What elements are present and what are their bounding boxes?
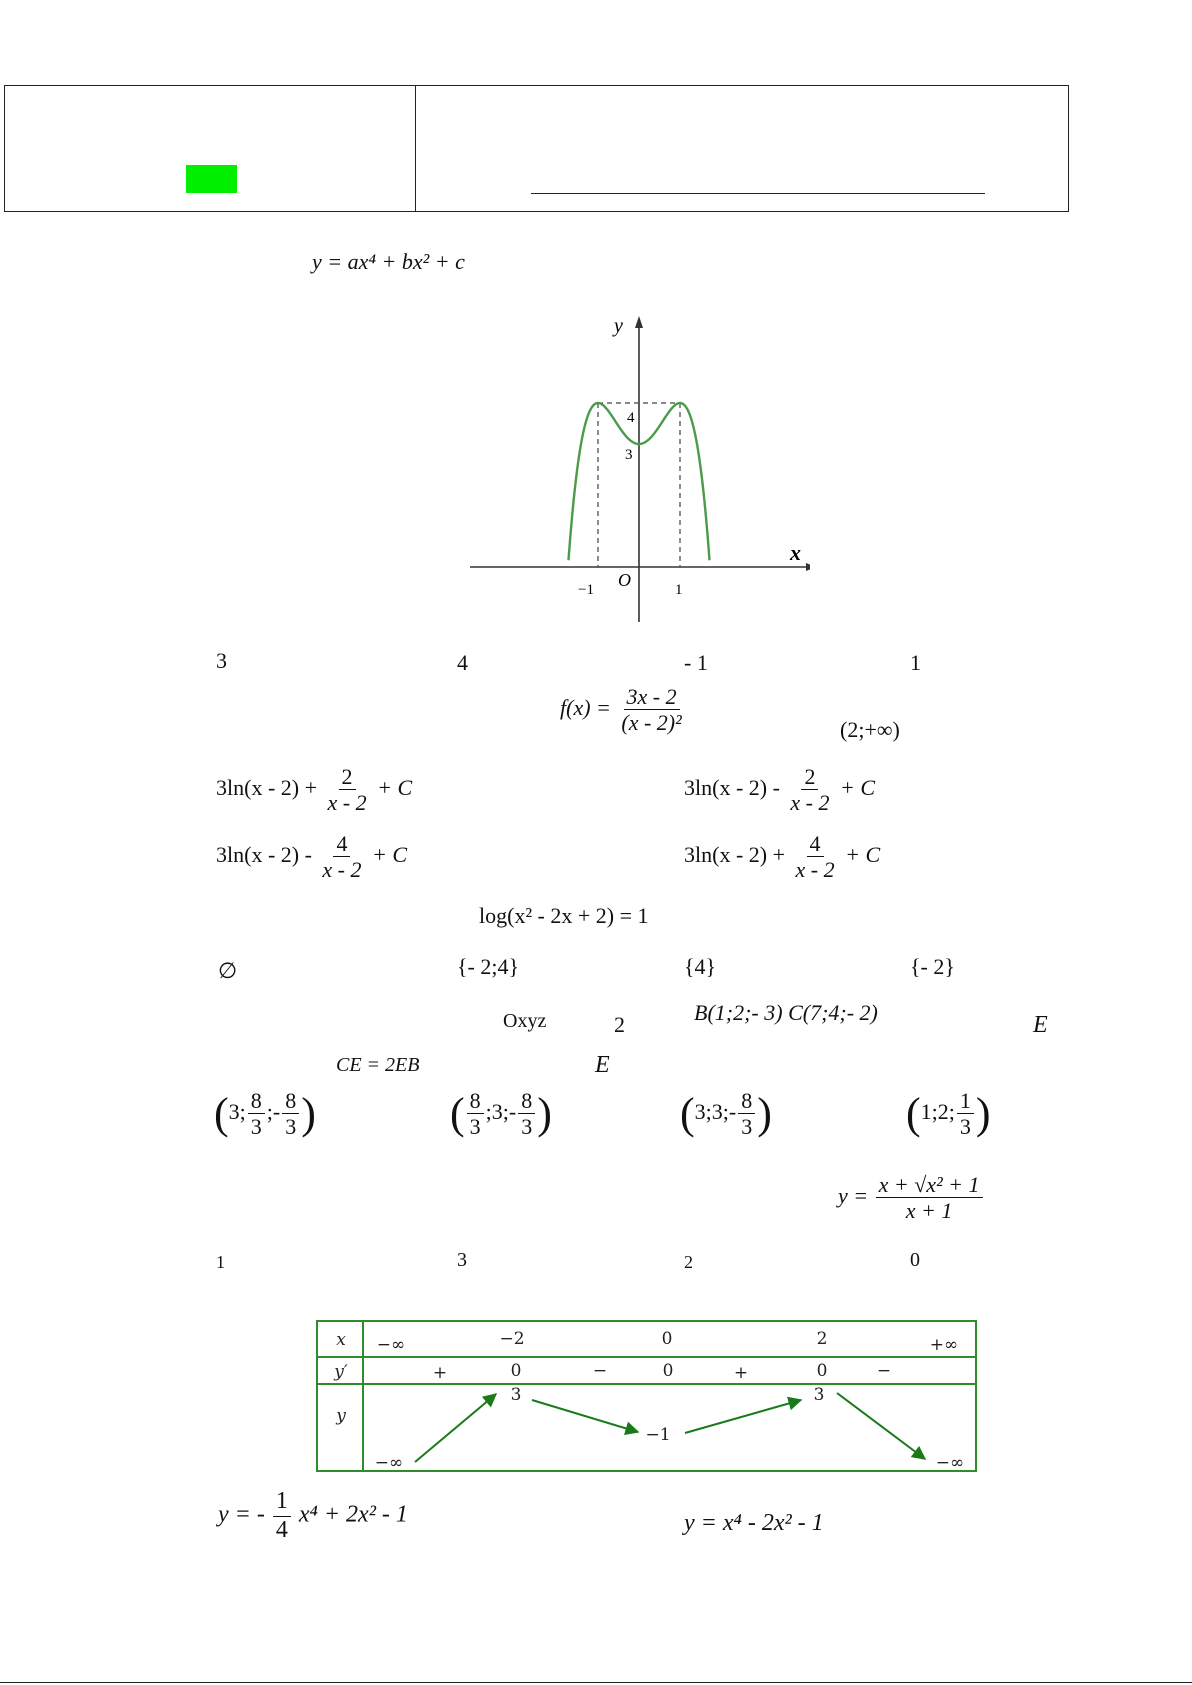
yp-val-1: 0 xyxy=(510,1361,522,1381)
q2-d-num: 4 xyxy=(807,831,824,857)
q5-function xyxy=(838,1172,985,1224)
q2-option-b xyxy=(684,764,875,816)
q2-a-den: x - 2 xyxy=(327,790,367,816)
q4-option-d: (1;2; $\frac{1}{3}$ ) xyxy=(906,1088,991,1140)
q4-e2: E xyxy=(595,1052,610,1078)
q3-option-d: {- 2} xyxy=(910,954,955,979)
header-divider xyxy=(415,86,416,211)
y-val-4: −∞ xyxy=(935,1453,965,1473)
q1-function: y = ax⁴ + bx² + c xyxy=(312,249,465,274)
q2-d-pre: 3ln(x - 2) + xyxy=(684,841,785,867)
yp-val-6: − xyxy=(876,1361,892,1381)
q2-fraction xyxy=(618,684,684,736)
q2-c-num: 4 xyxy=(333,831,350,857)
q2-d-den: x - 2 xyxy=(795,857,835,883)
q4-number: 2 xyxy=(614,1012,625,1037)
y-val-3: 3 xyxy=(813,1385,825,1405)
q1-option-c: - 1 xyxy=(684,650,708,675)
y-arrow xyxy=(635,316,643,328)
q2-b-num: 2 xyxy=(801,764,818,790)
q2-option-d xyxy=(684,831,880,883)
q3-option-c: {4} xyxy=(684,954,717,979)
q2-interval: (2;+∞) xyxy=(840,717,900,742)
y-val-2: −1 xyxy=(645,1425,671,1445)
q5-fraction xyxy=(876,1172,983,1224)
arrow-down-1 xyxy=(532,1400,638,1432)
q5-y: y = xyxy=(838,1182,869,1208)
q1-option-a: 3 xyxy=(216,648,227,673)
q5-num: x + √x² + 1 xyxy=(876,1172,983,1198)
table-border xyxy=(317,1321,976,1471)
tick-x-neg1: −1 xyxy=(578,582,594,598)
x-val-4: +∞ xyxy=(929,1335,959,1355)
q4-option-a: (3; $\frac{8}{3}$ ;- $\frac{8}{3}$ ) xyxy=(214,1088,316,1140)
x-val-2: 0 xyxy=(661,1329,673,1349)
q2-option-c xyxy=(216,831,407,883)
q4-e1: E xyxy=(1033,1012,1048,1038)
q6-option-a: y = - $\frac{1}{4}$ x⁴ + 2x² - 1 xyxy=(218,1488,408,1543)
yp-val-4: + xyxy=(733,1363,749,1383)
q4-space: Oxyz xyxy=(503,1010,547,1032)
page-bottom-rule xyxy=(0,1682,1192,1683)
q2-a-post: + C xyxy=(377,774,413,800)
q5-option-d: 0 xyxy=(910,1249,920,1271)
q6-variation-table xyxy=(316,1320,978,1473)
q6-option-b: y = x⁴ - 2x² - 1 xyxy=(684,1510,824,1536)
q2-lhs: f(x) = xyxy=(560,694,611,720)
q4-points: B(1;2;- 3) C(7;4;- 2) xyxy=(694,1000,878,1025)
yp-val-2: − xyxy=(592,1361,608,1381)
q4-option-c: (3;3;- $\frac{8}{3}$ ) xyxy=(680,1088,772,1140)
q2-c-pre: 3ln(x - 2) - xyxy=(216,841,312,867)
yp-val-5: 0 xyxy=(816,1361,828,1381)
arrow-up-1 xyxy=(415,1394,496,1462)
q2-den: (x - 2)² xyxy=(621,710,682,736)
q2-c-den: x - 2 xyxy=(322,857,362,883)
q1-option-d: 1 xyxy=(910,650,921,675)
q1-graph xyxy=(470,316,810,622)
q2-a-pre: 3ln(x - 2) + xyxy=(216,774,317,800)
tick-y-3: 3 xyxy=(625,447,633,463)
name-underline xyxy=(531,193,985,194)
q2-function xyxy=(560,684,687,736)
header-box xyxy=(4,85,1069,212)
q3-equation: log(x² - 2x + 2) = 1 xyxy=(479,903,649,928)
row-label-x: x xyxy=(336,1330,346,1350)
highlight-mark xyxy=(186,165,237,193)
q4-condition: CE = 2EB xyxy=(336,1054,420,1076)
label-x: x xyxy=(790,540,801,565)
tick-x-1: 1 xyxy=(675,582,683,598)
q2-option-a xyxy=(216,764,412,816)
q3-option-b: {- 2;4} xyxy=(457,954,520,979)
y-val-0: −∞ xyxy=(374,1453,404,1473)
arrow-down-2 xyxy=(837,1393,925,1459)
q5-option-c: 2 xyxy=(684,1252,693,1272)
x-val-3: 2 xyxy=(816,1329,828,1349)
q2-a-num: 2 xyxy=(339,764,356,790)
q2-b-den: x - 2 xyxy=(790,790,830,816)
q3-option-a: ∅ xyxy=(218,958,238,983)
q2-b-pre: 3ln(x - 2) - xyxy=(684,774,780,800)
x-val-0: −∞ xyxy=(376,1335,406,1355)
row-label-y: y xyxy=(336,1406,346,1426)
x-arrow xyxy=(806,563,810,571)
label-y: y xyxy=(614,316,623,337)
q4-option-b: ( $\frac{8}{3}$ ;3;- $\frac{8}{3}$ ) xyxy=(450,1088,552,1140)
q2-num: 3x - 2 xyxy=(624,684,680,710)
q2-d-post: + C xyxy=(845,841,881,867)
q2-b-post: + C xyxy=(840,774,876,800)
x-val-1: −2 xyxy=(499,1329,525,1349)
tick-y-4: 4 xyxy=(627,410,635,426)
row-label-yprime: y′ xyxy=(334,1362,348,1382)
q1-option-b: 4 xyxy=(457,650,468,675)
q5-option-a: 1 xyxy=(216,1252,225,1272)
q2-c-post: + C xyxy=(372,841,408,867)
label-origin: O xyxy=(618,570,631,590)
arrow-up-2 xyxy=(685,1400,801,1433)
q5-den: x + 1 xyxy=(905,1198,953,1224)
q5-option-b: 3 xyxy=(457,1249,467,1271)
yp-val-0: + xyxy=(432,1363,448,1383)
y-val-1: 3 xyxy=(510,1385,522,1405)
yp-val-3: 0 xyxy=(662,1361,674,1381)
